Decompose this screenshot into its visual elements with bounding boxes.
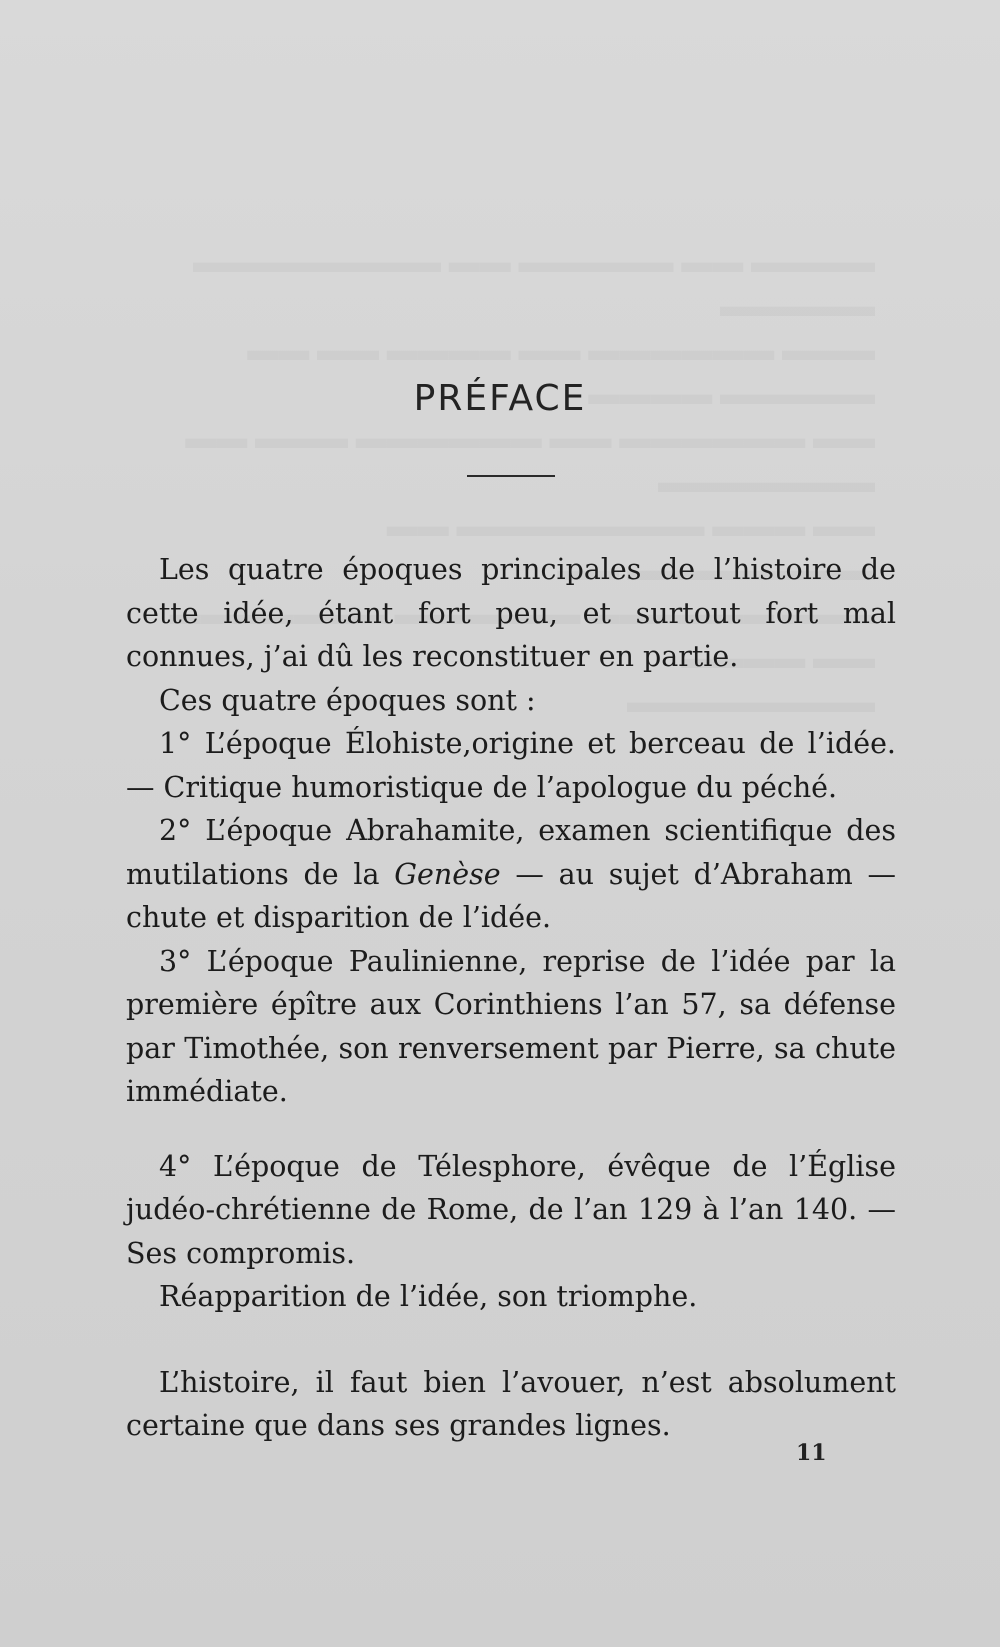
page-number: 11 [796,1440,827,1466]
paragraph-epoch-3: 3° L’époque Paulinienne, reprise de l’idée par la première épître aux Corinthiens l’an 57, sa défense par Timothée, son renversement par Pierre, sa chute immédiate. [126,944,896,1108]
epoch-2-text-end: — au sujet d’Abraham — chute et disparition de l’idée. [126,857,896,934]
paragraph-intro: Les quatre époques principales de l’histoire de cette idée, étant fort peu, et surtout fort mal connues, j’ai dû les reconstituer en partie. [126,553,896,673]
paragraph-epoch-4: 4° L’époque de Télesphore, évêque de l’Église judéo-chrétienne de Rome, de l’an 129 à l’an 140. — Ses compromis. [126,1149,896,1270]
paragraph-reappearance: Réapparition de l’idée, son triomphe. [159,1280,698,1313]
paragraph-epochs-heading: Ces quatre époques sont : [159,683,536,717]
page-title: PRÉFACE [413,378,587,419]
paragraph-history: L’histoire, il faut bien l’avouer, n’est absolument certaine que dans ses grandes lignes. [126,1365,896,1442]
title-divider [467,475,555,477]
preface-body [126,548,896,1448]
paragraph-epoch-1: 1° L’époque Élohiste,origine et berceau de l’idée. — Critique humoristique de l’apologue du péché. [126,727,896,804]
paragraph-epoch-2 [126,809,896,940]
genese-italic: Genèse [394,857,501,891]
epoch-2-text-start: 2° L’époque Abrahamite, examen scientifique des mutilations de la [126,814,896,891]
